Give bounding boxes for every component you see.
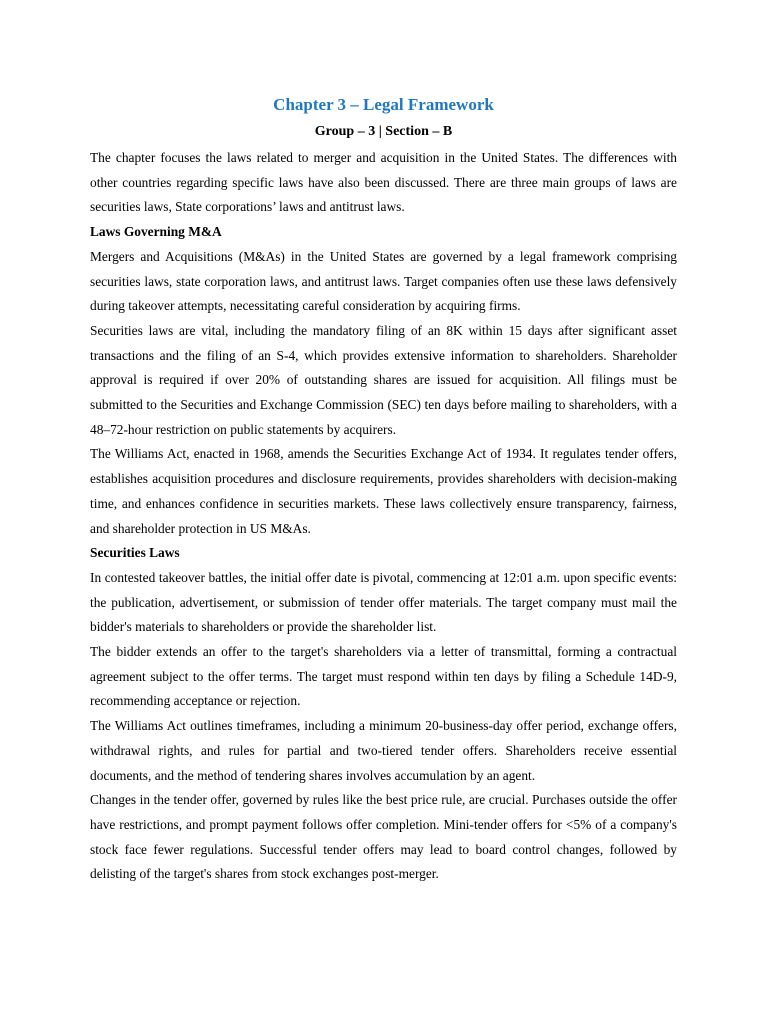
- paragraph: The bidder extends an offer to the target's shareholders via a letter of transmittal, forming a contractual agreement subject to the offer terms. The target must respond within ten days by filing a Schedule 14D-9, recommending acceptance or rejection.: [90, 644, 677, 709]
- page-title: Chapter 3 – Legal Framework: [273, 95, 494, 114]
- page-subtitle: Group – 3 | Section – B: [314, 124, 453, 139]
- section-heading-securities-laws: Securities Laws: [90, 545, 180, 561]
- paragraph: Changes in the tender offer, governed by rules like the best price rule, are crucial. Purchases outside the offer have restrictions, and prompt payment follows offer completion. Mini-tender offers for <5% of a company's stock face fewer regulations. Successful tender offers may lead to board control changes, followed by delisting of the target's shares from stock exchanges post-merger.: [90, 792, 677, 882]
- section-heading-laws-governing: Laws Governing M&A: [90, 224, 222, 240]
- paragraph: Securities laws are vital, including the mandatory filing of an 8K within 15 days after significant asset transactions and the filing of an S-4, which provides extensive information to shareholders. Shareholder approval is required if over 20% of outstanding shares are issued for acquisition. All filings must be submitted to the Securities and Exchange Commission (SEC) ten days before mailing to shareholders, with a 48–72-hour restriction on public statements by acquirers.: [90, 322, 677, 437]
- document-page: [90, 92, 677, 887]
- paragraph: The Williams Act outlines timeframes, including a minimum 20-business-day offer period, exchange offers, withdrawal rights, and rules for partial and two-tiered tender offers. Shareholders receive essential documents, and the method of tendering shares involves accumulation by an agent.: [90, 718, 677, 783]
- paragraph: The Williams Act, enacted in 1968, amends the Securities Exchange Act of 1934. It regulates tender offers, establishes acquisition procedures and disclosure requirements, provides shareholders with decision-making time, and enhances confidence in securities markets. These laws collectively ensure transparency, fairness, and shareholder protection in US M&As.: [90, 446, 677, 536]
- paragraph: Mergers and Acquisitions (M&As) in the United States are governed by a legal framework comprising securities laws, state corporation laws, and antitrust laws. Target companies often use these laws defensively during takeover attempts, necessitating careful consideration by acquiring firms.: [90, 248, 677, 314]
- intro-paragraph: The chapter focuses the laws related to merger and acquisition in the United States. The differences with other countries regarding specific laws have also been discussed. There are three main groups of laws are securities laws, State corporations’ laws and antitrust laws.: [90, 150, 677, 215]
- paragraph: In contested takeover battles, the initial offer date is pivotal, commencing at 12:01 a.m. upon specific events: the publication, advertisement, or submission of tender offer materials. The target company must mail the bidder's materials to shareholders or provide the shareholder list.: [90, 569, 677, 635]
